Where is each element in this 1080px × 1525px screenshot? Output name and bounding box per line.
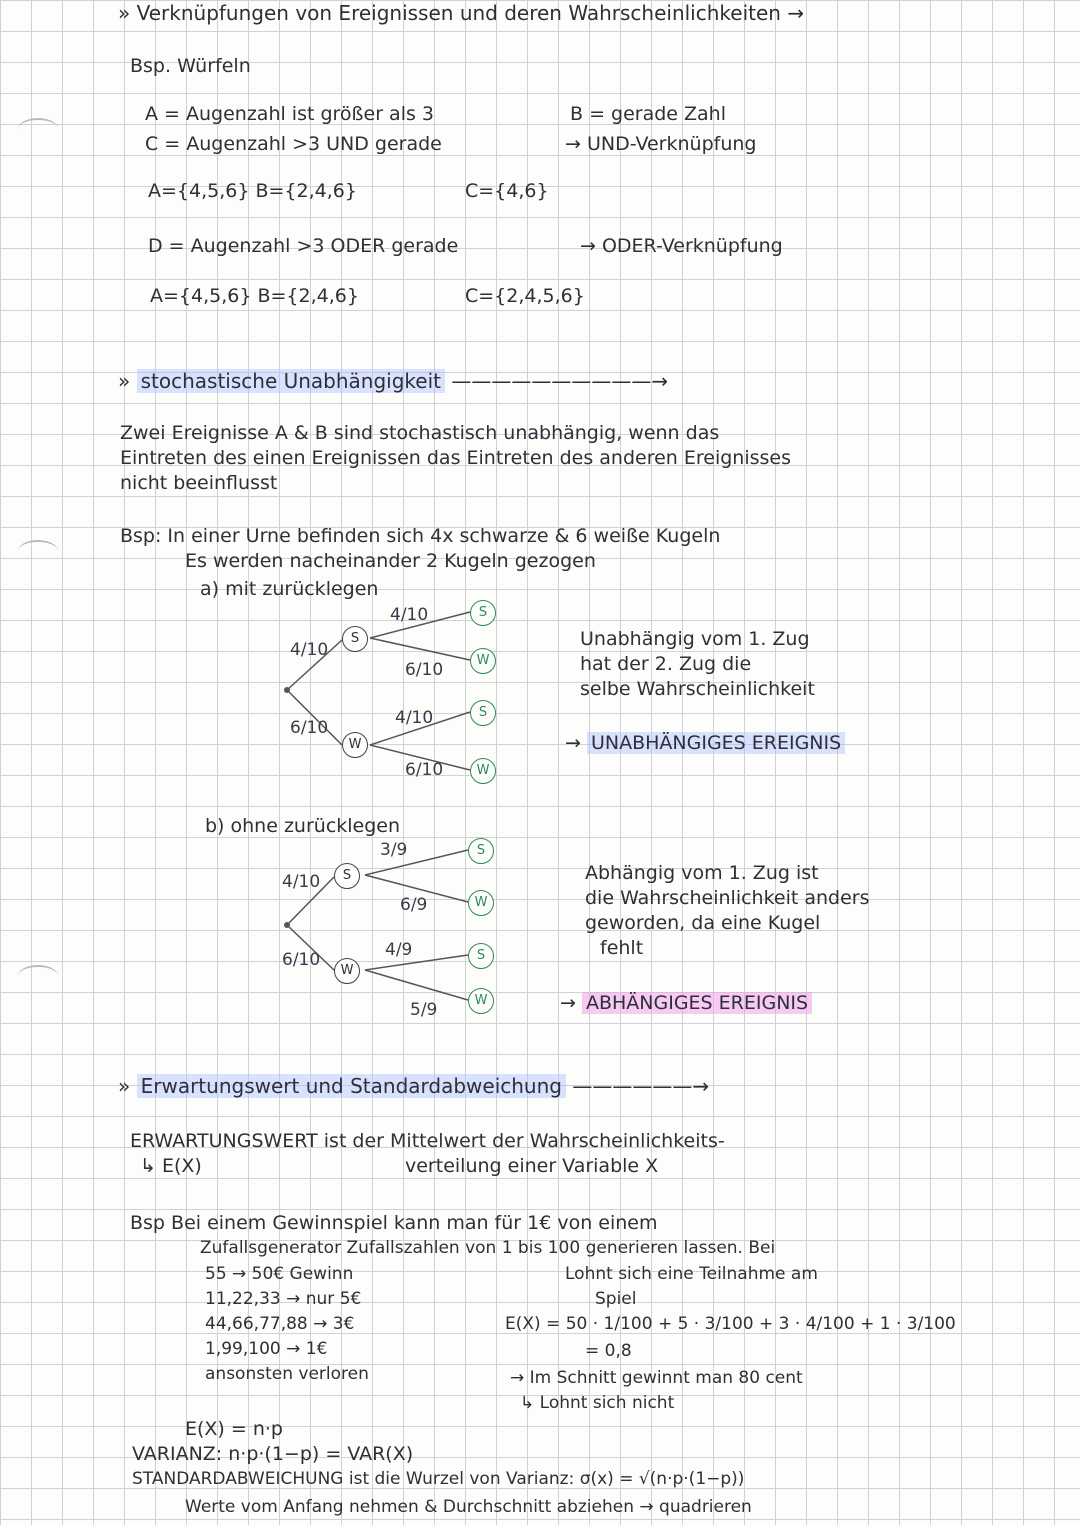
formula-variance: VARIANZ: n·p·(1−p) = VAR(X): [132, 1443, 414, 1465]
arrow-right-icon: ——————→: [572, 1074, 710, 1098]
game-example-line1: Bsp Bei einem Gewinnspiel kann man für 1€ von einem: [130, 1212, 658, 1234]
arrow-right-icon: →: [787, 1, 805, 25]
expected-value-label: [140, 1155, 202, 1177]
tree-a-prob-sw: 6/10: [405, 660, 444, 680]
tree-b-node-s: S: [334, 863, 360, 889]
part-a-label: a) mit zurücklegen: [200, 578, 379, 600]
payout-list-item: 11,22,33 → nur 5€: [205, 1289, 362, 1309]
question-line2: Spiel: [595, 1289, 637, 1309]
arrow-right-icon: →: [565, 732, 581, 754]
tree-b-prob-w: 6/10: [282, 950, 321, 970]
part-a-note-line3: selbe Wahrscheinlichkeit: [580, 678, 815, 700]
section3-heading-text: Erwartungswert und Standardabweichung: [137, 1074, 566, 1098]
part-a-note-line1: Unabhängig vom 1. Zug: [580, 628, 810, 650]
section3-heading: [118, 1075, 709, 1097]
tree-b-prob-ww: 5/9: [410, 1000, 438, 1020]
arrow-right-icon: →: [580, 235, 596, 257]
part-b-result-text: ABHÄNGIGES EREIGNIS: [582, 992, 812, 1014]
arrow-right-icon: →: [510, 1368, 525, 1388]
set-listing-2: A={4,5,6} B={2,4,6}: [150, 285, 359, 307]
question-line1: Lohnt sich eine Teilnahme am: [565, 1264, 818, 1284]
tree-a-leaf-ss: S: [470, 600, 496, 626]
independence-definition-line1: Zwei Ereignisse A & B sind stochastisch unabhängig, wenn das: [120, 422, 720, 444]
example-label: Bsp. Würfeln: [130, 55, 251, 77]
payout-list-item: 44,66,77,88 → 3€: [205, 1314, 355, 1334]
section1-heading-text: Verknüpfungen von Ereignissen und deren Wahrscheinlichkeiten: [136, 1, 781, 25]
formula-expected-value: E(X) = n·p: [185, 1418, 283, 1440]
expected-value-definition-line1: ERWARTUNGSWERT ist der Mittelwert der Wahrscheinlichkeits-: [130, 1130, 725, 1152]
conclusion-line1: [510, 1367, 803, 1389]
arrow-icon: »: [118, 1, 131, 25]
conclusion-line2-text: Lohnt sich nicht: [539, 1393, 675, 1413]
tree-b-prob-s: 4/10: [282, 872, 321, 892]
independence-definition-line3: nicht beeinflusst: [120, 472, 278, 494]
part-b-note-line2: die Wahrscheinlichkeit anders: [585, 887, 870, 909]
independence-definition-line2: Eintreten des einen Ereignissen das Eintreten des anderen Ereignisses: [120, 447, 792, 469]
tree-a-leaf-ww: W: [470, 758, 496, 784]
conclusion-line1-text: Im Schnitt gewinnt man 80 cent: [529, 1368, 803, 1388]
tree-b-prob-ss: 3/9: [380, 840, 408, 860]
part-b-note-line3: geworden, da eine Kugel: [585, 912, 821, 934]
tree-a-prob-w: 6/10: [290, 718, 329, 738]
expected-value-result: = 0,8: [585, 1341, 632, 1361]
und-note-text: UND-Verknüpfung: [586, 133, 757, 155]
tree-b-leaf-ss: S: [468, 838, 494, 864]
arrow-icon: »: [118, 369, 131, 393]
arrow-right-icon: →: [565, 133, 581, 155]
set-c-1: C={4,6}: [465, 180, 549, 202]
arrow-right-icon: →: [560, 992, 576, 1014]
tree-a-node-s: S: [342, 626, 368, 652]
tree-a-prob-ss: 4/10: [390, 605, 429, 625]
tree-a-leaf-ws: S: [470, 700, 496, 726]
section2-heading-text: stochastische Unabhängigkeit: [137, 369, 445, 393]
tree-a-prob-ww: 6/10: [405, 760, 444, 780]
payout-list-item: 55 → 50€ Gewinn: [205, 1264, 354, 1284]
expected-value-definition-line2: verteilung einer Variable X: [405, 1155, 659, 1177]
tree-b-prob-ws: 4/9: [385, 940, 413, 960]
arrow-right-icon: ↳: [520, 1393, 535, 1413]
tree-b-prob-sw: 6/9: [400, 895, 428, 915]
tree-a-node-w: W: [342, 732, 368, 758]
oder-note-text: ODER-Verknüpfung: [601, 235, 783, 257]
tree-b-leaf-sw: W: [468, 890, 494, 916]
urn-example-line1: Bsp: In einer Urne befinden sich 4x schwarze & 6 weiße Kugeln: [120, 525, 721, 547]
urn-example-line2: Es werden nacheinander 2 Kugeln gezogen: [185, 550, 596, 572]
set-listing-1: A={4,5,6} B={2,4,6}: [148, 180, 357, 202]
conclusion-line2: [520, 1392, 674, 1414]
tree-b-node-w: W: [334, 958, 360, 984]
event-b-definition: B = gerade Zahl: [570, 103, 727, 125]
arrow-right-icon: ↳: [140, 1155, 156, 1177]
tree-a-prob-s: 4/10: [290, 640, 329, 660]
set-c-2: C={2,4,5,6}: [465, 285, 585, 307]
part-b-note-line4: fehlt: [600, 937, 644, 959]
part-a-note-line2: hat der 2. Zug die: [580, 653, 752, 675]
formula-procedure-note: Werte vom Anfang nehmen & Durchschnitt abziehen → quadrieren: [185, 1497, 752, 1517]
part-a-result: [565, 732, 845, 754]
tree-b-leaf-ws: S: [468, 943, 494, 969]
part-a-result-text: UNABHÄNGIGES EREIGNIS: [587, 732, 845, 754]
event-d-definition: D = Augenzahl >3 ODER gerade: [148, 235, 459, 257]
tree-b-leaf-ww: W: [468, 988, 494, 1014]
tree-a-prob-ws: 4/10: [395, 708, 434, 728]
formula-standard-deviation: STANDARDABWEICHUNG ist die Wurzel von Varianz: σ(x) = √(n·p·(1−p)): [132, 1469, 745, 1489]
payout-list-item: ansonsten verloren: [205, 1364, 369, 1384]
expected-value-label-text: E(X): [161, 1155, 202, 1177]
arrow-icon: »: [118, 1074, 131, 1098]
game-example-line2: Zufallsgenerator Zufallszahlen von 1 bis 100 generieren lassen. Bei: [200, 1238, 776, 1258]
expected-value-calculation: E(X) = 50 · 1/100 + 5 · 3/100 + 3 · 4/100 + 1 · 3/100: [505, 1314, 956, 1334]
tree-a-leaf-sw: W: [470, 648, 496, 674]
part-b-note-line1: Abhängig vom 1. Zug ist: [585, 862, 819, 884]
event-a-definition: A = Augenzahl ist größer als 3: [145, 103, 435, 125]
part-b-result: [560, 992, 812, 1014]
arrow-right-icon: ——————————→: [451, 369, 669, 393]
event-c-definition: C = Augenzahl >3 UND gerade: [145, 133, 442, 155]
part-b-label: b) ohne zurücklegen: [205, 815, 401, 837]
payout-list-item: 1,99,100 → 1€: [205, 1339, 328, 1359]
